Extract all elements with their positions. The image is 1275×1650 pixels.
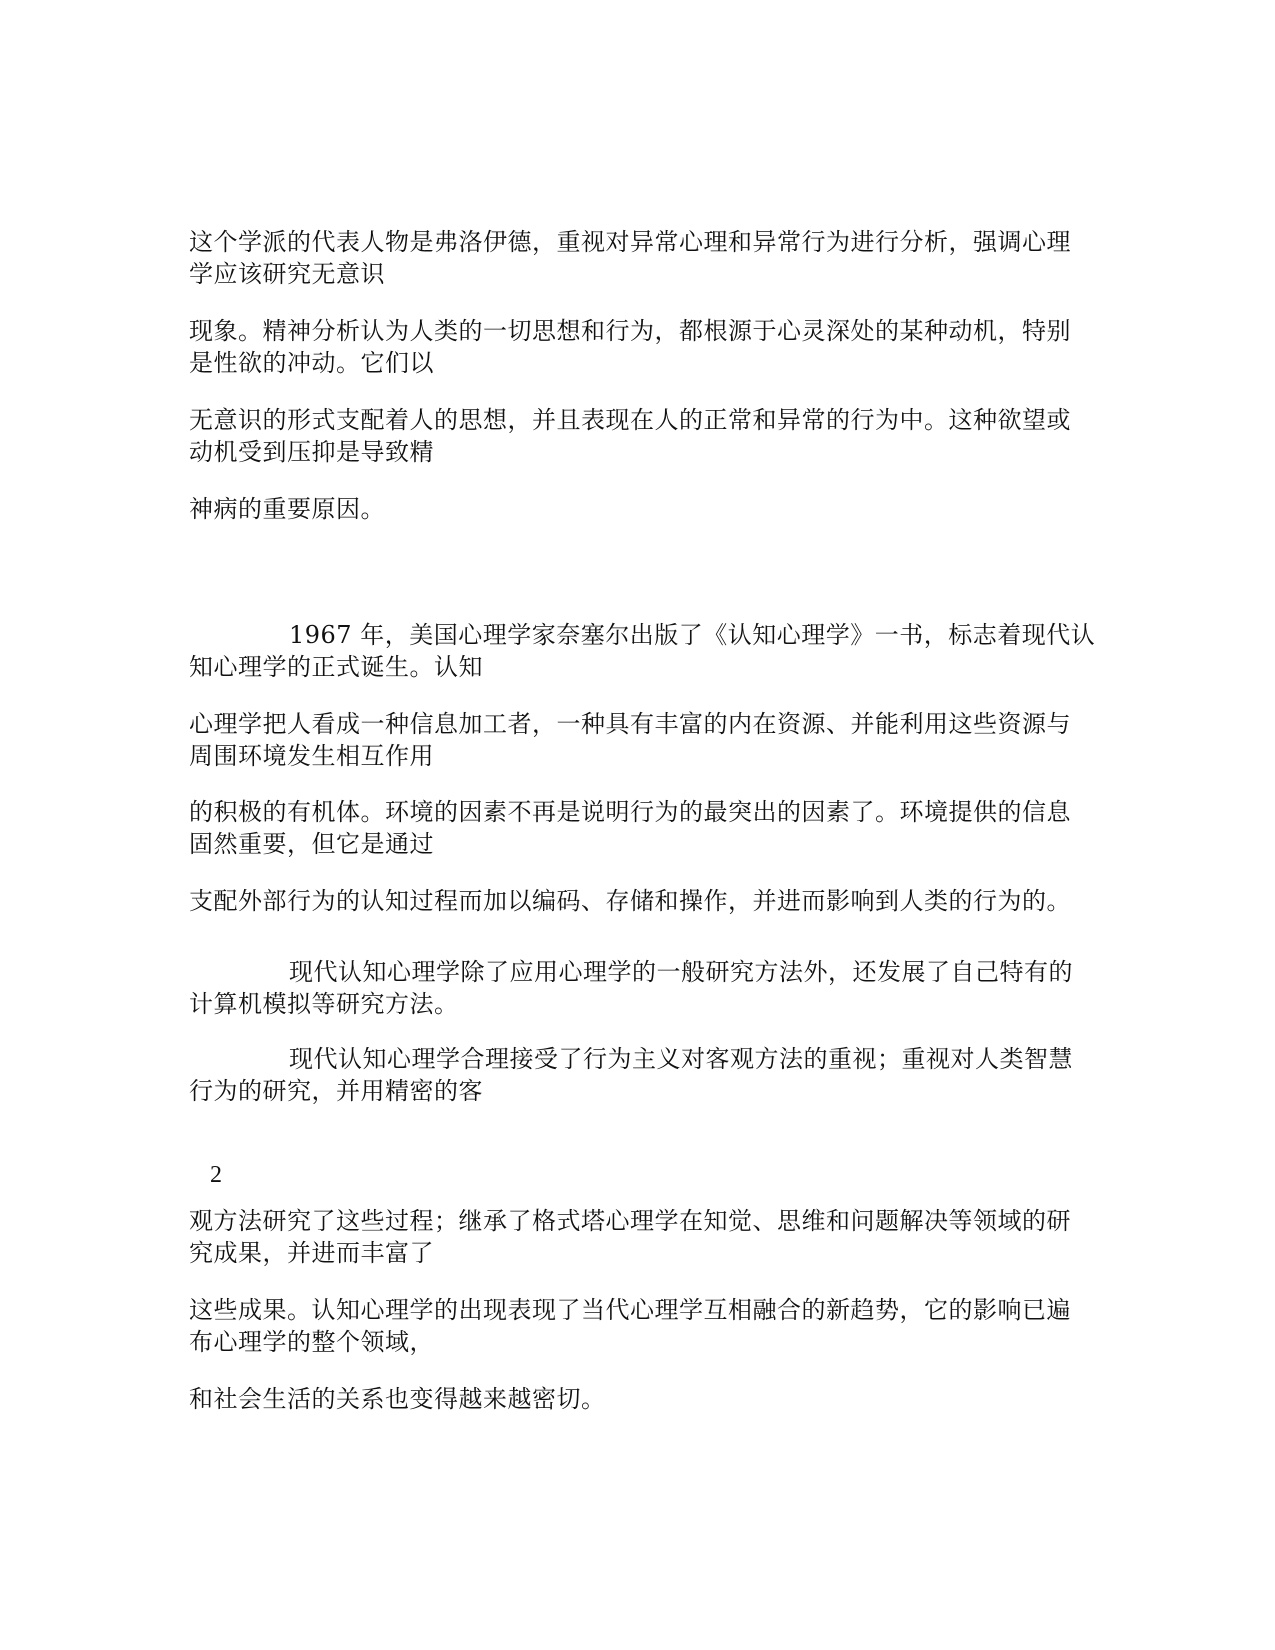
paragraph-6 [189, 708, 1099, 772]
paragraph-line: 这个学派的代表人物是弗洛伊德，重视对异常心理和异常行为进行分析，强调心理 [189, 228, 1071, 256]
paragraph-line: 现象。精神分析认为人类的一切思想和行为，都根源于心灵深处的某种动机，特别 [189, 317, 1071, 345]
paragraph-12 [189, 1294, 1099, 1358]
paragraph-4 [189, 493, 1099, 525]
paragraph-line: 现代认知心理学合理接受了行为主义对客观方法的重视；重视对人类智慧 [289, 1045, 1073, 1073]
paragraph-line: 现代认知心理学除了应用心理学的一般研究方法外，还发展了自己特有的 [289, 958, 1073, 986]
paragraph-line: 观方法研究了这些过程；继承了格式塔心理学在知觉、思维和问题解决等领域的研 [189, 1207, 1071, 1235]
paragraph-2 [189, 315, 1099, 379]
paragraph-line: 这些成果。认知心理学的出现表现了当代心理学互相融合的新趋势，它的影响已遍 [189, 1296, 1071, 1324]
paragraph-8 [189, 885, 1099, 917]
paragraph-9 [189, 956, 1099, 1020]
paragraph-13 [189, 1383, 1099, 1415]
paragraph-line: 无意识的形式支配着人的思想，并且表现在人的正常和异常的行为中。这种欲望或 [189, 406, 1071, 434]
paragraph-line: 计算机模拟等研究方法。 [189, 990, 459, 1018]
paragraph-line: 动机受到压抑是导致精 [189, 438, 434, 466]
paragraph-line: 学应该研究无意识 [189, 260, 385, 288]
paragraph-line: 的积极的有机体。环境的因素不再是说明行为的最突出的因素了。环境提供的信息 [189, 798, 1071, 826]
page-number: 2 [210, 1162, 222, 1188]
paragraph-line: 固然重要，但它是通过 [189, 830, 434, 858]
paragraph-line: 支配外部行为的认知过程而加以编码、存储和操作，并进而影响到人类的行为的。 [189, 887, 1071, 915]
paragraph-line: 1967 年，美国心理学家奈塞尔出版了《认知心理学》一书，标志着现代认 [289, 621, 1096, 649]
paragraph-10 [189, 1043, 1099, 1107]
paragraph-line: 布心理学的整个领域， [189, 1328, 434, 1356]
paragraph-line: 和社会生活的关系也变得越来越密切。 [189, 1385, 606, 1413]
paragraph-11 [189, 1205, 1099, 1269]
paragraph-line: 行为的研究，并用精密的客 [189, 1077, 483, 1105]
paragraph-line: 究成果，并进而丰富了 [189, 1239, 434, 1267]
paragraph-line: 心理学把人看成一种信息加工者，一种具有丰富的内在资源、并能利用这些资源与 [189, 710, 1071, 738]
paragraph-7 [189, 796, 1099, 860]
paragraph-line: 是性欲的冲动。它们以 [189, 349, 434, 377]
paragraph-5 [189, 619, 1099, 683]
paragraph-line: 知心理学的正式诞生。认知 [189, 653, 483, 681]
paragraph-line: 周围环境发生相互作用 [189, 742, 434, 770]
paragraph-line: 神病的重要原因。 [189, 495, 385, 523]
paragraph-1 [189, 226, 1099, 290]
paragraph-3 [189, 404, 1099, 468]
